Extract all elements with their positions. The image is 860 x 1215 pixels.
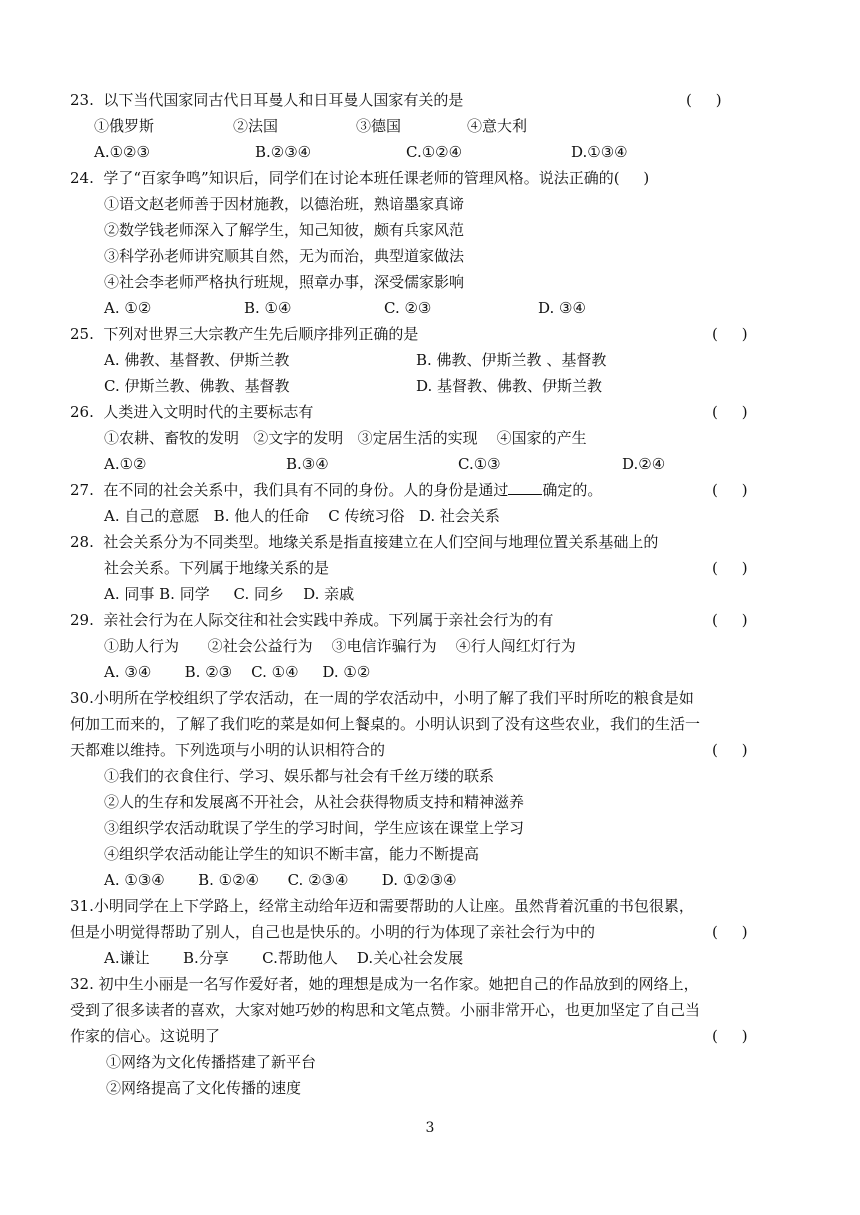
q23-option-a: A.①②③ (94, 143, 150, 161)
q26-answer-paren: ( ) (712, 403, 748, 421)
q23-option-d: D.①③④ (571, 143, 628, 161)
q31-stem-line-2: 但是小明觉得帮助了别人，自己也是快乐的。小明的行为体现了亲社会行为中的 (70, 923, 596, 941)
q24-item-4: ④社会李老师严格执行班规，照章办事，深受儒家影响 (104, 273, 465, 291)
q27-options: A. 自己的意愿 B. 他人的任命 C 传统习俗 D. 社会关系 (104, 507, 500, 525)
q23-option-c: C.①②④ (406, 143, 463, 161)
q29-answer-paren: ( ) (712, 611, 748, 629)
q27-stem (70, 480, 602, 500)
q27-answer-paren: ( ) (712, 481, 748, 499)
q30-item-2: ②人的生存和发展离不开社会，从社会获得物质支持和精神滋养 (104, 793, 525, 811)
q28-answer-paren: ( ) (712, 559, 748, 577)
q28-stem-line-2: 社会关系。下列属于地缘关系的是 (104, 559, 330, 577)
q30-answer-paren: ( ) (712, 741, 748, 759)
q26-option-d: D.②④ (622, 455, 666, 473)
q32-stem-line-3: 作家的信心。这说明了 (70, 1027, 221, 1045)
q31-options: A.谦让 B.分享 C.帮助他人 D.关心社会发展 (104, 949, 464, 967)
q29-stem: 29. 亲社会行为在人际交往和社会实践中养成。下列属于亲社会行为的有 (70, 611, 554, 629)
q32-answer-paren: ( ) (712, 1027, 748, 1045)
q24-item-2: ②数学钱老师深入了解学生，知己知彼，颇有兵家风范 (104, 221, 465, 239)
q32-item-2: ②网络提高了文化传播的速度 (106, 1079, 302, 1097)
q25-option-d: D. 基督教、佛教、伊斯兰教 (416, 377, 603, 395)
q23-item-3: ③德国 (356, 117, 402, 135)
q25-answer-paren: ( ) (712, 325, 748, 343)
q27-stem-pre: 27. 在不同的社会关系中，我们具有不同的身份。人的身份是通过 (70, 481, 509, 499)
q31-stem-line-1: 31.小明同学在上下学路上，经常主动给年迈和需要帮助的人让座。虽然背着沉重的书包很累， (70, 897, 694, 915)
q23-answer-paren: ( ) (686, 91, 722, 109)
q23-stem: 23. 以下当代国家同古代日耳曼人和日耳曼人国家有关的是 (70, 91, 464, 109)
q25-option-c: C. 伊斯兰教、佛教、基督教 (104, 377, 290, 395)
q30-stem-line-1: 30.小明所在学校组织了学农活动，在一周的学农活动中，小明了解了我们平时所吃的粮食是如 (70, 689, 694, 707)
q24-item-3: ③科学孙老师讲究顺其自然，无为而治，典型道家做法 (104, 247, 465, 265)
q30-item-1: ①我们的衣食住行、学习、娱乐都与社会有千丝万缕的联系 (104, 767, 495, 785)
q29-items: ①助人行为 ②社会公益行为 ③电信诈骗行为 ④行人闯红灯行为 (104, 637, 576, 655)
q24-option-b: B. ①④ (244, 299, 292, 317)
q26-option-a: A.①② (104, 455, 147, 473)
q23-item-4: ④意大利 (467, 117, 528, 135)
q27-stem-post: 确定的。 (542, 481, 603, 499)
q30-stem-line-2: 何加工而来的，了解了我们吃的菜是如何上餐桌的。小明认识到了没有这些农业，我们的生活一 (70, 715, 701, 733)
q23-item-2: ②法国 (233, 117, 279, 135)
q28-options: A. 同事 B. 同学 C. 同乡 D. 亲戚 (104, 585, 355, 603)
q23-option-b: B.②③④ (255, 143, 312, 161)
q29-options: A. ③④ B. ②③ C. ①④ D. ①② (104, 663, 371, 681)
q24-option-c: C. ②③ (384, 299, 432, 317)
q27-blank (508, 480, 542, 495)
q32-item-1: ①网络为文化传播搭建了新平台 (106, 1053, 317, 1071)
q32-stem-line-1: 32. 初中生小丽是一名写作爱好者，她的理想是成为一名作家。她把自己的作品放到的网络上， (70, 975, 699, 993)
q30-item-4: ④组织学农活动能让学生的知识不断丰富，能力不断提高 (104, 845, 480, 863)
q30-stem-line-3: 天都难以维持。下列选项与小明的认识相符合的 (70, 741, 386, 759)
q24-option-a: A. ①② (104, 299, 152, 317)
q30-options: A. ①③④ B. ①②④ C. ②③④ D. ①②③④ (104, 871, 457, 889)
q23-item-1: ①俄罗斯 (94, 117, 155, 135)
q25-option-a: A. 佛教、基督教、伊斯兰教 (104, 351, 290, 369)
q31-answer-paren: ( ) (712, 923, 748, 941)
q26-option-b: B.③④ (286, 455, 329, 473)
q26-items: ①农耕、畜牧的发明 ②文字的发明 ③定居生活的实现 ④国家的产生 (104, 429, 587, 447)
q24-option-d: D. ③④ (538, 299, 586, 317)
q26-option-c: C.①③ (458, 455, 501, 473)
q32-stem-line-2: 受到了很多读者的喜欢，大家对她巧妙的构思和文笔点赞。小丽非常开心，也更加坚定了自己当 (70, 1001, 701, 1019)
q26-stem: 26. 人类进入文明时代的主要标志有 (70, 403, 314, 421)
q30-item-3: ③组织学农活动耽误了学生的学习时间，学生应该在课堂上学习 (104, 819, 525, 837)
q24-item-1: ①语文赵老师善于因材施教，以德治班，熟谙墨家真谛 (104, 195, 465, 213)
page-number: 3 (425, 1120, 435, 1136)
q25-option-b: B. 佛教、伊斯兰教 、基督教 (416, 351, 607, 369)
q24-stem: 24. 学了“百家争鸣”知识后，同学们在讨论本班任课老师的管理风格。说法正确的( ) (70, 169, 650, 187)
q25-stem: 25. 下列对世界三大宗教产生先后顺序排列正确的是 (70, 325, 419, 343)
q28-stem-line-1: 28. 社会关系分为不同类型。地缘关系是指直接建立在人们空间与地理位置关系基础上的 (70, 533, 659, 551)
